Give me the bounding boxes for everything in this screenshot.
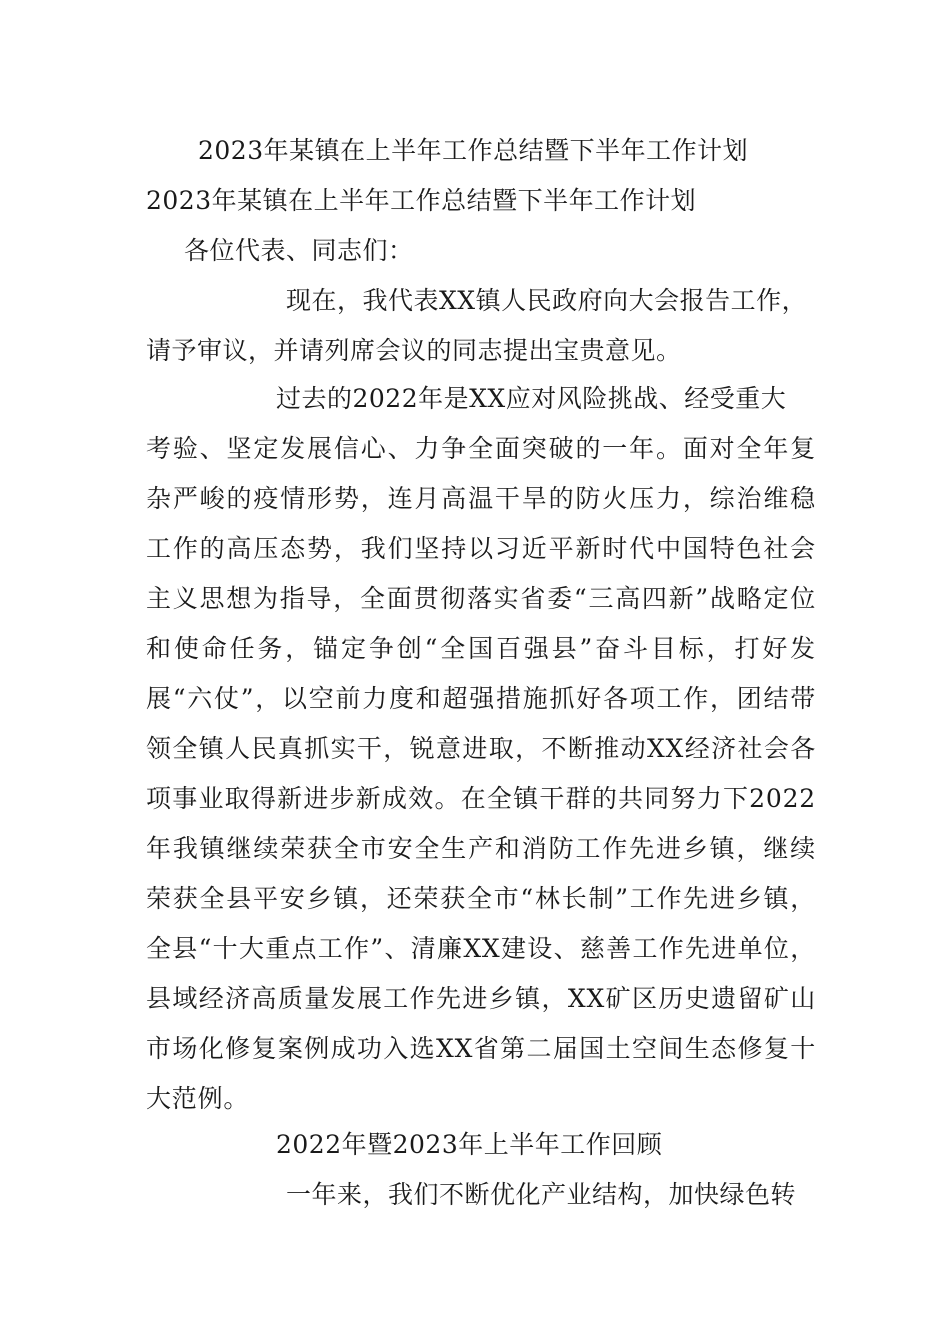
document-title: 2023年某镇在上半年工作总结暨下半年工作计划 [198, 136, 749, 165]
review-paragraph-lead: 过去的2022年是XX应对风险挑战、经受重大 [276, 384, 787, 413]
review-paragraph-body: 考验、坚定发展信心、力争全面突破的一年。面对全年复杂严峻的疫情形势，连月高温干旱的防火压力，综治维稳工作的高压态势，我们坚持以习近平新时代中国特色社会主义思想为指导，全面贯彻落实省委“三高四新”战略定位和使命任务，锚定争创“全国百强县”奋斗目标，打好发展“六仗”，以空前力度和超强措施抓好各项工作，团结带领全镇人民真抓实干，锐意进取，不断推动XX经济社会各项事业取得新进步新成效。在全镇干群的共同努力下2022年我镇继续荣获全市安全生产和消防工作先进乡镇，继续荣获全县平安乡镇，还荣获全市“林长制”工作先进乡镇，全县“十大重点工作”、清廉XX建设、慈善工作先进单位，县域经济高质量发展工作先进乡镇，XX矿区历史遗留矿山市场化修复案例成功入选XX省第二届国土空间生态修复十大范例。 [146, 434, 816, 1113]
intro-paragraph-line-2: 请予审议，并请列席会议的同志提出宝贵意见。 [146, 336, 682, 365]
salutation: 各位代表、同志们： [184, 236, 414, 265]
document-subtitle: 2023年某镇在上半年工作总结暨下半年工作计划 [146, 186, 697, 215]
section-heading: 2022年暨2023年上半年工作回顾 [276, 1130, 663, 1159]
structure-paragraph-lead: 一年来，我们不断优化产业结构，加快绿色转 [286, 1180, 797, 1209]
intro-paragraph-line-1: 现在，我代表XX镇人民政府向大会报告工作， [286, 286, 808, 315]
